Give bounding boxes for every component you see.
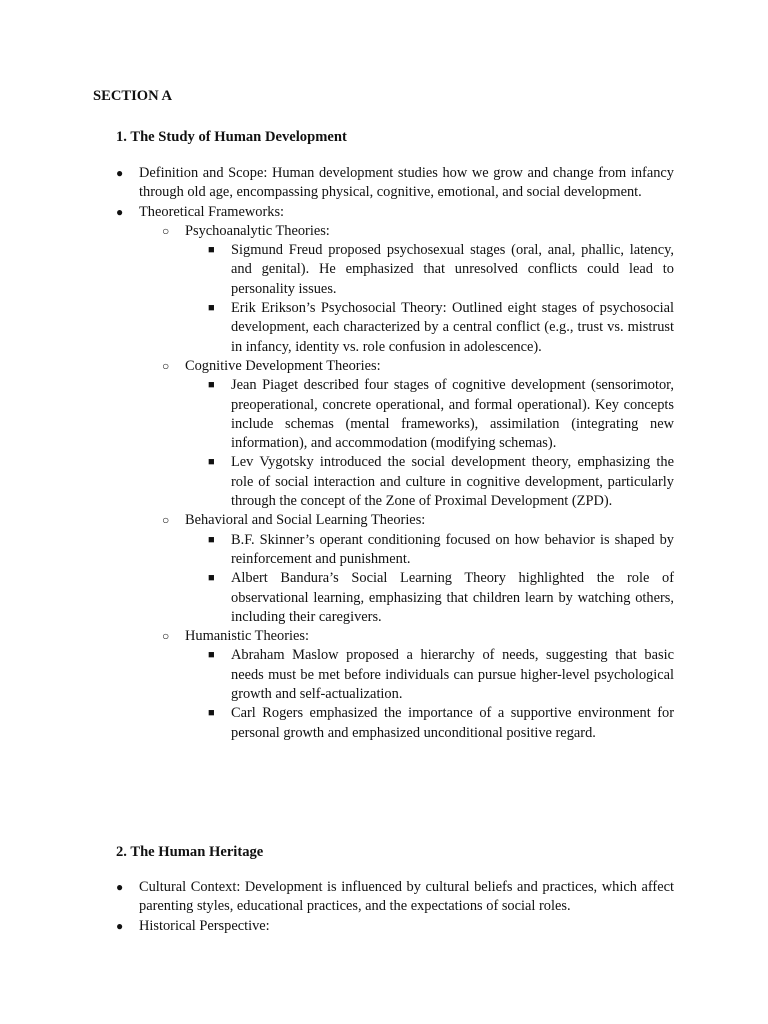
theory-item bbox=[208, 704, 674, 743]
list-item bbox=[115, 878, 674, 917]
theory-item bbox=[208, 376, 674, 453]
theory-text: Abraham Maslow proposed a hierarchy of needs, suggesting that basic needs must be met before individuals can pursue higher-level psychological growth and self-actualization. bbox=[231, 647, 674, 703]
sublist-item bbox=[161, 222, 674, 357]
theory-text: Erik Erikson’s Psychosocial Theory: Outlined eight stages of psychosocial development, each characterized by a central conflict (e.g., trust vs. mistrust in infancy, identity vs. role confusion in adolescence). bbox=[231, 300, 674, 355]
theory-item bbox=[208, 299, 674, 357]
part1-heading: 1. The Study of Human Development bbox=[116, 129, 347, 145]
theory-text: Carl Rogers emphasized the importance of a supportive environment for personal growth and emphasized unconditional positive regard. bbox=[231, 705, 674, 741]
bullet-dot-icon: ● bbox=[116, 918, 124, 933]
theory-item bbox=[208, 531, 674, 570]
definition-text: Definition and Scope: Human development studies how we grow and change from infancy through old age, encompassing physical, cognitive, emotional, and social development. bbox=[139, 165, 674, 201]
bullet-square-icon: ■ bbox=[208, 572, 215, 585]
category-label: Psychoanalytic Theories: bbox=[185, 222, 330, 239]
bullet-dot-icon: ● bbox=[116, 166, 124, 180]
bullet-circle-icon: ○ bbox=[162, 629, 170, 644]
theory-list bbox=[208, 646, 674, 742]
theory-list bbox=[208, 531, 674, 627]
bullet-circle-icon: ○ bbox=[162, 223, 170, 238]
list-item bbox=[115, 203, 674, 743]
sublist-item bbox=[161, 357, 674, 511]
part2-list bbox=[115, 878, 674, 936]
theory-item bbox=[208, 646, 674, 704]
theory-list bbox=[208, 376, 674, 511]
theory-item bbox=[208, 241, 674, 299]
theory-text: Lev Vygotsky introduced the social development theory, emphasizing the role of social interaction and culture in cognitive development, particularly through the concept of the Zone of Proximal Development (ZPD). bbox=[231, 454, 674, 510]
theory-list bbox=[208, 241, 674, 357]
part2-heading: 2. The Human Heritage bbox=[116, 844, 264, 860]
theory-text: Sigmund Freud proposed psychosexual stages (oral, anal, phallic, latency, and genital). He emphasized that unresolved conflicts could lead to personality issues. bbox=[231, 242, 674, 297]
bullet-square-icon: ■ bbox=[208, 456, 215, 469]
bullet-dot-icon: ● bbox=[116, 204, 124, 219]
list-item bbox=[115, 164, 674, 203]
theory-text: Albert Bandura’s Social Learning Theory highlighted the role of observational learning, emphasizing that children learn by watching others, including their caregivers. bbox=[231, 570, 674, 625]
sublist-item bbox=[161, 627, 674, 743]
list-item bbox=[115, 917, 674, 936]
bullet-square-icon: ■ bbox=[208, 379, 215, 392]
bullet-circle-icon: ○ bbox=[162, 358, 170, 373]
bullet-dot-icon: ● bbox=[116, 880, 124, 894]
theory-item bbox=[208, 453, 674, 511]
frameworks-label: Theoretical Frameworks: bbox=[139, 203, 285, 220]
theory-item bbox=[208, 569, 674, 627]
category-label: Humanistic Theories: bbox=[185, 628, 310, 645]
sublist-item bbox=[161, 511, 674, 627]
category-label: Cognitive Development Theories: bbox=[185, 357, 381, 374]
frameworks-sublist bbox=[161, 222, 674, 743]
category-label: Behavioral and Social Learning Theories: bbox=[185, 512, 426, 529]
bullet-square-icon: ■ bbox=[208, 707, 215, 720]
part1-list bbox=[115, 164, 674, 743]
cultural-context-text: Cultural Context: Development is influenced by cultural beliefs and practices, which affect parenting styles, educational practices, and the expectations of social roles. bbox=[139, 879, 674, 915]
bullet-square-icon: ■ bbox=[208, 244, 215, 257]
theory-text: Jean Piaget described four stages of cognitive development (sensorimotor, preoperational, concrete operational, and formal operational). Key concepts include schemas (mental frameworks), assimilation (integrating new information), and accommodation (modifying schemas). bbox=[231, 377, 674, 452]
bullet-square-icon: ■ bbox=[208, 533, 215, 546]
section-title: SECTION A bbox=[93, 88, 173, 104]
bullet-circle-icon: ○ bbox=[162, 513, 170, 528]
theory-text: B.F. Skinner’s operant conditioning focused on how behavior is shaped by reinforcement and punishment. bbox=[231, 531, 674, 567]
bullet-square-icon: ■ bbox=[208, 649, 215, 662]
bullet-square-icon: ■ bbox=[208, 302, 215, 315]
historical-perspective-text: Historical Perspective: bbox=[139, 917, 270, 934]
